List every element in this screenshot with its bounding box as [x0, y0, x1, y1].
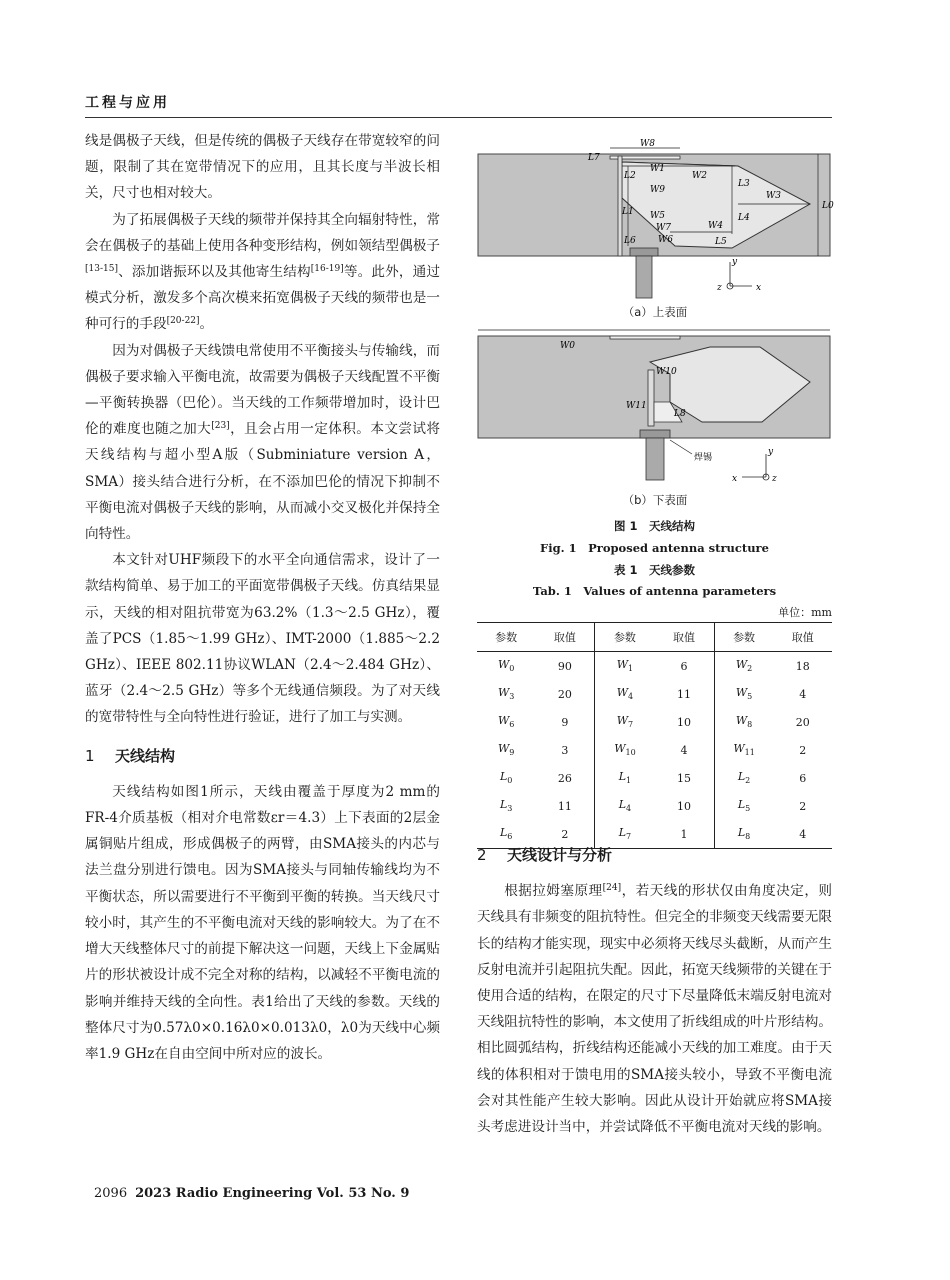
- page-footer: [94, 1186, 409, 1201]
- citation: [16-19]: [310, 264, 344, 275]
- param-name-cell: $L_7$: [595, 820, 655, 849]
- figure-b-caption: （b）下表面: [622, 493, 688, 507]
- param-name-cell: $W_1$: [616, 658, 634, 674]
- param-value-cell: 10: [654, 792, 714, 820]
- paragraph-3: 因为对偶极子天线馈电常使用不平衡接头与传输线，而偶极子要求输入平衡电流，故需要为偶极子天线配置不平衡—平衡转换器（巴伦）。当天线的工作频带增加时，设计巴伦的难度也随之加大[23]，且会占用一定体积。本文尝试将天线结构与超小型A版（Subminiature version A，SMA）接头结合进行分析，在不添加巴伦的情况下抑制不平衡电流对偶极子天线的影响，从而减小交叉极化并保持全向特性。: [85, 342, 441, 543]
- journal-info: 2023 Radio Engineering Vol. 53 No. 9: [135, 1186, 410, 1201]
- param-value-cell: 20: [535, 680, 595, 708]
- table-header: 参数: [595, 623, 655, 652]
- param-name-cell: $W_2$: [735, 658, 753, 674]
- table-row: [477, 792, 832, 820]
- label-L0: L0: [822, 201, 834, 211]
- label-W1: W1: [650, 164, 665, 174]
- param-value-cell: 4: [774, 820, 832, 849]
- param-value-cell: 18: [795, 659, 810, 673]
- table-header-row: [477, 623, 832, 652]
- figure-caption-cn: 图 1 天线结构: [613, 519, 695, 533]
- param-value-cell: 11: [535, 792, 595, 820]
- figure-top-surface: [470, 136, 840, 304]
- param-name-cell: $W_3$: [497, 686, 515, 702]
- label-L8: L8: [674, 409, 686, 419]
- label-L7: L7: [588, 153, 600, 163]
- citation: [24]: [602, 883, 622, 894]
- right-column: [477, 842, 832, 1140]
- left-column: [85, 128, 440, 1067]
- param-value-cell: 90: [535, 652, 595, 681]
- param-value-cell: 6: [799, 771, 807, 785]
- table-row: [477, 736, 832, 764]
- running-header: 工程与应用: [85, 95, 170, 111]
- axis-x-label: x: [756, 283, 762, 293]
- table-header: 参数: [477, 623, 535, 652]
- section-2-heading: 2 天线设计与分析: [477, 846, 613, 864]
- label-W6: W6: [658, 235, 673, 245]
- param-name-cell: $W_5$: [735, 686, 753, 702]
- param-name-cell: $L_3$: [499, 798, 513, 814]
- param-name-cell: $W_{10}$: [614, 742, 636, 758]
- label-W9: W9: [650, 185, 665, 195]
- label-L2: L2: [624, 171, 636, 181]
- label-L6: L6: [624, 236, 636, 246]
- paragraph-5: 天线结构如图1所示，天线由覆盖于厚度为2 mm的FR-4介质基板（相对介电常数εr＝4.3）上下表面的2层金属铜贴片组成，形成偶极子的两臂，由SMA接头的内芯与法兰盘分别进行馈电。因为SMA接头与同轴传输线均为不平衡状态，所以需要进行不平衡到平衡的转换。当天线尺寸较小时，其产生的不平衡电流对天线的影响较大。为了在不增大天线整体尺寸的前提下解决这一问题，天线上下金属贴片的形状被设计成不完全对称的结构，以减轻不平衡电流的影响并维持天线的全向性。表1给出了天线的参数。天线的整体尺寸为0.57λ0×0.16λ0×0.013λ0，λ0为天线中心频率1.9 GHz在自由空间中所对应的波长。: [85, 783, 440, 1062]
- page-number: 2096: [94, 1186, 128, 1201]
- citation: [20-22]: [166, 316, 200, 327]
- section-1-heading: 1 天线结构: [85, 746, 176, 765]
- param-name-cell: $L_2$: [737, 770, 751, 786]
- param-value-cell: 26: [535, 764, 595, 792]
- param-value-cell: 9: [535, 708, 595, 736]
- param-name-cell: $L_1$: [618, 770, 632, 786]
- label-L5: L5: [715, 237, 727, 247]
- table-header: 取值: [774, 623, 832, 652]
- param-value-cell: 6: [654, 652, 714, 681]
- figure-caption-en: Fig. 1 Proposed antenna structure: [540, 541, 769, 555]
- label-W2: W2: [692, 171, 707, 181]
- table-row: [477, 680, 832, 708]
- table-header: 参数: [714, 623, 774, 652]
- param-name-cell: $W_6$: [497, 714, 515, 730]
- param-name-cell: $W_8$: [735, 714, 753, 730]
- figure-a-caption: （a）上表面: [622, 305, 688, 319]
- table-row: [477, 652, 832, 681]
- param-value-cell: 10: [654, 708, 714, 736]
- label-W0: W0: [560, 341, 575, 351]
- label-W3: W3: [766, 191, 781, 201]
- param-value-cell: 20: [795, 715, 810, 729]
- axis-z-label: z: [717, 283, 722, 293]
- label-W5: W5: [650, 211, 665, 221]
- label-W8: W8: [640, 139, 655, 149]
- label-solder: 焊锡: [694, 453, 713, 463]
- table-caption-en: Tab. 1 Values of antenna parameters: [532, 584, 777, 598]
- table-header: 取值: [654, 623, 714, 652]
- param-value-cell: 4: [799, 687, 807, 701]
- axis-y-label: y: [768, 447, 774, 457]
- paragraph-6: 根据拉姆塞原理[24]，若天线的形状仅由角度决定，则天线具有非频变的阻抗特性。但完全的非频变天线需要无限长的结构才能实现，现实中必须将天线尽头截断，从而产生反射电流并引起阻抗失配。因此，拓宽天线频带的关键在于使用合适的结构，在限定的尺寸下尽量降低末端反射电流对天线阻抗特性的影响，本文使用了折线组成的叶片形结构。相比圆弧结构，折线结构还能减小天线的加工难度。由于天线的体积相对于馈电用的SMA接头较小，导致不平衡电流会对其性能产生较大影响。因此从设计开始就应将SMA接头考虑进设计当中，并尝试降低不平衡电流对天线的影响。: [477, 883, 833, 1136]
- param-name-cell: $W_4$: [616, 686, 634, 702]
- label-W11: W11: [626, 401, 647, 411]
- param-name-cell: $W_0$: [497, 658, 515, 674]
- table-row: [477, 708, 832, 736]
- table-row: [477, 764, 832, 792]
- paragraph-4: 本文针对UHF频段下的水平全向通信需求，设计了一款结构简单、易于加工的平面宽带偶极子天线。仿真结果显示，天线的相对阻抗带宽为63.2%（1.3～2.5 GHz），覆盖了PCS（1.85～1.99 GHz）、IMT-2000（1.885～2.2 GHz）、IEEE 802.11协议WLAN（2.4～2.484 GHz）、蓝牙（2.4～2.5 GHz）等多个无线通信频段。为了对天线的宽带特性与全向特性进行验证，进行了加工与实测。: [85, 552, 440, 726]
- param-value-cell: 2: [799, 799, 807, 813]
- axis-z-label: z: [772, 474, 777, 484]
- figure-bottom-surface: [470, 322, 840, 490]
- param-name-cell: $W_7$: [616, 714, 634, 730]
- param-name-cell: $L_6$: [477, 820, 535, 849]
- table-caption-cn: 表 1 天线参数: [613, 563, 695, 577]
- citation: [23]: [211, 421, 230, 432]
- citation: [13-15]: [85, 264, 118, 275]
- label-W4: W4: [708, 221, 723, 231]
- param-name-cell: $L_8$: [714, 820, 774, 849]
- label-L1: L1: [622, 207, 634, 217]
- header-rule: [85, 117, 832, 118]
- param-name-cell: $W_9$: [497, 742, 515, 758]
- param-value-cell: 2: [799, 743, 807, 757]
- paragraph-1: 线是偶极子天线，但是传统的偶极子天线存在带宽较窄的问题，限制了其在宽带情况下的应用，且其长度与半波长相关，尺寸也相对较大。: [85, 133, 440, 202]
- axis-y-label: y: [732, 257, 738, 267]
- param-value-cell: 15: [654, 764, 714, 792]
- param-name-cell: $L_0$: [499, 770, 513, 786]
- param-name-cell: $W_{11}$: [733, 742, 755, 758]
- label-W10: W10: [656, 367, 677, 377]
- param-value-cell: 4: [654, 736, 714, 764]
- param-value-cell: 1: [654, 820, 714, 849]
- param-name-cell: $L_4$: [618, 798, 632, 814]
- axis-x-label: x: [732, 474, 738, 484]
- param-name-cell: $L_5$: [737, 798, 751, 814]
- table-header: 取值: [535, 623, 595, 652]
- param-value-cell: 3: [535, 736, 595, 764]
- param-value-cell: 2: [535, 820, 595, 849]
- paragraph-2: 为了拓展偶极子天线的频带并保持其全向辐射特性，常会在偶极子的基础上使用各种变形结构，例如领结型偶极子[13-15]、添加谐振环以及其他寄生结构[16-19]等。此外，通过模式分析，激发多个高次模来拓宽偶极子天线的频带也是一种可行的手段[20-22]。: [85, 211, 441, 333]
- table-unit: 单位：mm: [778, 606, 832, 619]
- param-value-cell: 11: [654, 680, 714, 708]
- label-L3: L3: [738, 179, 750, 189]
- label-L4: L4: [738, 213, 750, 223]
- label-W7: W7: [656, 223, 671, 233]
- parameter-table: [477, 622, 832, 849]
